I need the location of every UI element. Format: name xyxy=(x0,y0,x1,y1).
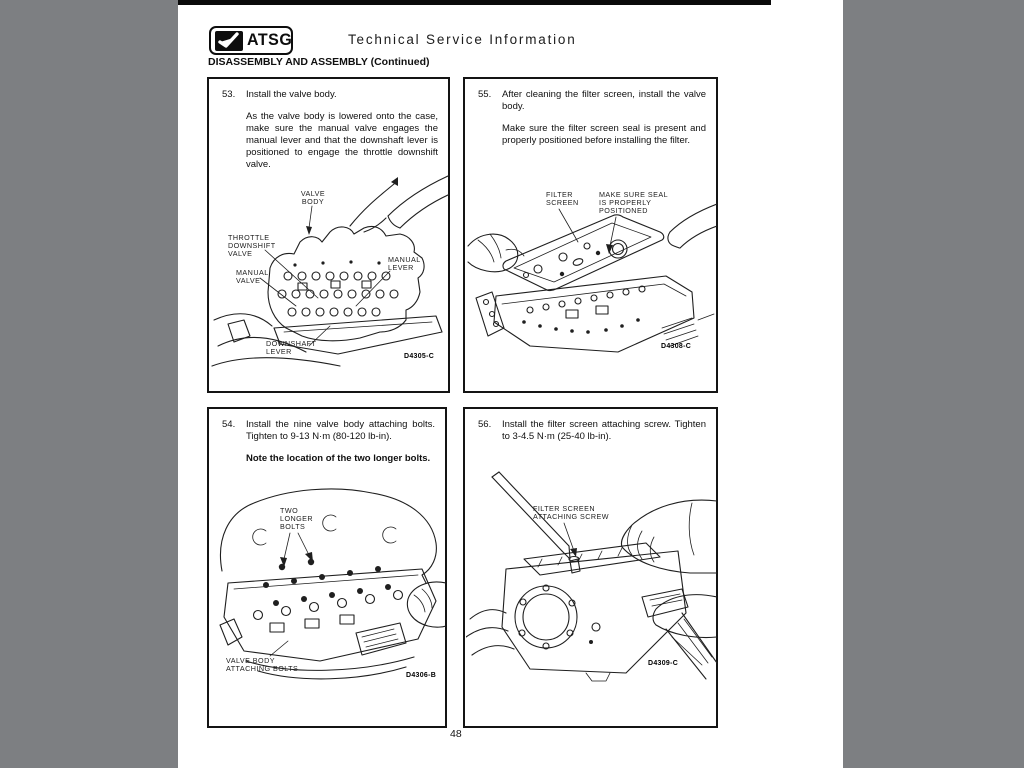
step-number: 55. xyxy=(478,89,492,100)
paragraph: Install the valve body. xyxy=(246,89,337,100)
filter-screen-screw-illustration xyxy=(466,467,717,725)
valve-body-bolts-drawing xyxy=(220,489,446,679)
atsg-logo-text: ATSG xyxy=(247,31,293,49)
page-number: 48 xyxy=(450,728,462,740)
svg-text:SCREEN: SCREEN xyxy=(546,198,579,207)
svg-text:BODY: BODY xyxy=(301,197,325,206)
svg-text:ATTACHING BOLTS: ATTACHING BOLTS xyxy=(226,664,299,673)
callout-filter-screen: FILTER xyxy=(546,190,573,199)
figure-code: D4309-C xyxy=(648,660,679,667)
filter-screen-drawing xyxy=(468,204,717,352)
atsg-arrow-icon xyxy=(215,31,243,51)
paragraph: After cleaning the filter screen, install the valve body. xyxy=(502,89,706,112)
svg-text:BOLTS: BOLTS xyxy=(280,522,306,531)
step-panel-55 xyxy=(463,77,718,393)
paragraph: As the valve body is lowered onto the case, make sure the manual valve engages the manual lever and that the downshaft lever is positioned to engage the throttle downshift valve. xyxy=(246,111,438,170)
valve-body-bolts-illustration xyxy=(210,475,446,725)
step-panel-54 xyxy=(207,407,447,728)
filter-screen-install-illustration xyxy=(466,170,717,390)
svg-text:ATTACHING SCREW: ATTACHING SCREW xyxy=(533,512,609,521)
scan-edge-artifact xyxy=(178,0,771,5)
step-panel-56 xyxy=(463,407,718,728)
callout-downshaft-lever: DOWNSHAFT xyxy=(266,339,317,348)
step-number: 53. xyxy=(222,89,236,100)
step-number: 54. xyxy=(222,419,236,430)
step-54-text xyxy=(209,409,445,475)
svg-text:LEVER: LEVER xyxy=(266,347,292,356)
paragraph: Install the nine valve body attaching bolts. Tighten to 9-13 N·m (80-120 lb-in). xyxy=(246,419,435,442)
paragraph: Make sure the filter screen seal is present and properly positioned before installing the filter. xyxy=(502,123,706,146)
svg-text:IS PROPERLY: IS PROPERLY xyxy=(599,198,652,207)
callout-throttle-downshift-valve: THROTTLE xyxy=(228,233,270,242)
svg-text:POSITIONED: POSITIONED xyxy=(599,206,648,215)
valve-body-install-illustration xyxy=(210,170,449,390)
svg-text:DOWNSHIFT: DOWNSHIFT xyxy=(228,241,276,250)
svg-text:LEVER: LEVER xyxy=(388,263,414,272)
figure-code: D4305-C xyxy=(404,353,435,360)
atsg-logo xyxy=(209,26,293,55)
figure-code: D4308-C xyxy=(661,343,692,350)
callout-valve-body-attaching-bolts: VALVE BODY xyxy=(226,656,275,665)
section-heading: DISASSEMBLY AND ASSEMBLY (Continued) xyxy=(208,56,430,68)
svg-text:VALVE: VALVE xyxy=(228,249,253,258)
note-paragraph: Note the location of the two longer bolts. xyxy=(246,453,431,464)
svg-text:LONGER: LONGER xyxy=(280,514,314,523)
callout-manual-valve: MANUAL xyxy=(236,268,269,277)
callout-two-longer-bolts: TWO xyxy=(280,506,299,515)
svg-text:VALVE: VALVE xyxy=(236,276,261,285)
figure-code: D4306-B xyxy=(406,672,437,679)
callout-valve-body: VALVE xyxy=(300,189,326,198)
step-53-text xyxy=(209,79,448,181)
step-55-text xyxy=(465,79,716,157)
callout-manual-lever: MANUAL xyxy=(388,255,421,264)
paragraph: Install the filter screen attaching screw. Tighten to 3-4.5 N·m (25-40 lb-in). xyxy=(502,419,706,442)
callout-seal-note: MAKE SURE SEAL xyxy=(599,190,669,199)
document-page xyxy=(178,0,843,768)
step-number: 56. xyxy=(478,419,492,430)
step-56-text xyxy=(465,409,716,453)
page-title: Technical Service Information xyxy=(348,32,577,47)
step-panel-53 xyxy=(207,77,450,393)
callout-filter-screen-attaching-screw: FILTER SCREEN xyxy=(533,504,596,513)
